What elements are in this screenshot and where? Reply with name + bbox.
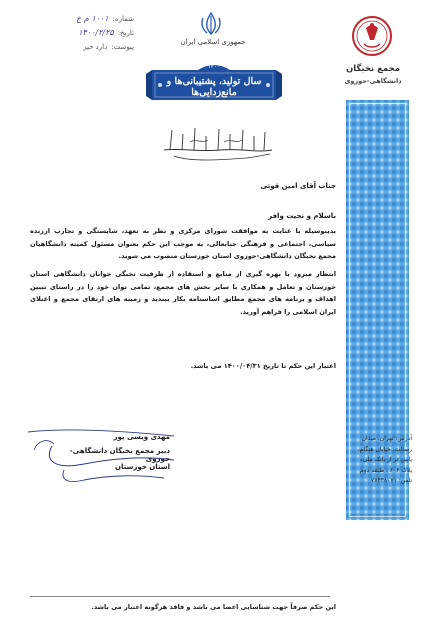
validity-note: اعتبار این حکم تا تاریخ ۱۴۰۰/۰۴/۳۱ می باشد.	[190, 362, 336, 370]
recipient: جناب آقای امین قوتی	[260, 182, 336, 190]
address-phone: تلفن: ۷۷۴۴۸۰۷۱	[371, 477, 412, 484]
attachment-label: پیوست:	[111, 43, 134, 51]
org-subtitle: دانشگاهی-حوزوی	[344, 77, 402, 85]
banner-title: سال تولید، پشتیبانی‌ها و مانع‌زدایی‌ها	[166, 76, 262, 98]
signer-name: مهدی ویسی پور	[113, 433, 170, 441]
signer-province: استان خوزستان	[115, 463, 170, 471]
banner-year: ۱۴۰۰	[207, 63, 221, 70]
org-logo-icon	[344, 14, 400, 60]
greeting: باسلام و تحیت وافر	[268, 212, 336, 220]
address-line: پلاک ۶۰۶ ، طبقه دوم	[360, 466, 412, 474]
number-value: ۱۰۰۱ م خ	[76, 14, 109, 23]
attachment-row	[14, 40, 134, 54]
paragraph-appointment: بدینوسیله با عنایت به موافقت شورای مرکزی و نظر به تعهد، شایستگی و تجارب ارزنده سیاسی، اجتماعی و فرهنگی جنابعالی، به موجب این حکم بعنوان مسئول کمیته دانشگاهیان مجمع نخبگان دانشگاهی-حوزوی استان خوزستان منصوب می شوید.	[30, 227, 336, 260]
address-block	[352, 434, 412, 487]
number-label: شماره:	[112, 15, 134, 23]
iran-emblem-icon	[198, 12, 224, 36]
date-row	[14, 26, 134, 40]
date-value: ۱۴۰۰/۲/۲۵	[78, 28, 114, 37]
address-line: پایین تر از بانک ملی،	[360, 456, 412, 463]
org-name: مجمع نخبگان	[345, 64, 401, 74]
signer-title: دبیر مجمع نخبگان دانشگاهی-حوزوی	[69, 447, 170, 463]
footer-divider	[30, 596, 330, 597]
footer-note: این حکم صرفاً جهت شناسایی اعضا می باشد و فاقد هرگونه اعتبار می باشد.	[91, 603, 336, 611]
country-name: جمهوری اسلامی ایران	[180, 38, 246, 46]
paragraph-expectations: انتظار میرود با بهره گیری از منابع و استفاده از ظرفیت نخبگی جوانان دانشگاهی استان خوزستان و تعامل و همکاری با سایر بخش های مجمع، تمامی توان خود را در راستای تبیین اهداف و برنامه های مجمع مطابق اساسنامه بکار ببندید و زمینه های ارتقای مجمع و اعتلای ایران اسلامی را فراهم آورید.	[30, 270, 336, 316]
number-row	[14, 12, 134, 26]
bismillah-calligraphy	[160, 120, 276, 164]
date-label: تاریخ:	[117, 29, 134, 37]
letter-meta	[14, 12, 134, 54]
address-line: رسالت، خیابان هنگام،	[357, 445, 412, 453]
address-line: آدرس: تهران، میدان	[361, 435, 412, 442]
attachment-value: دارد خیر	[83, 43, 108, 51]
